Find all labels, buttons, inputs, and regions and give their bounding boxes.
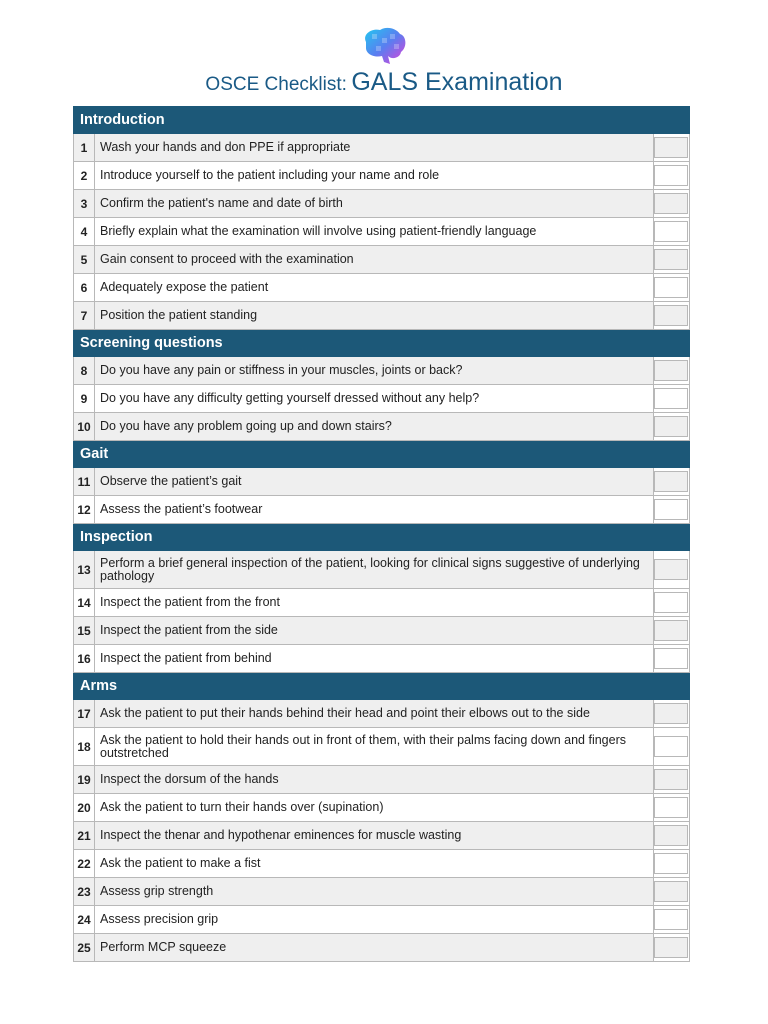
checkbox[interactable] (654, 620, 688, 641)
checkbox-cell[interactable] (653, 617, 689, 645)
item-number: 19 (74, 766, 95, 794)
checklist-row (74, 700, 690, 728)
section-title: Inspection (74, 524, 690, 551)
section-header (74, 441, 690, 468)
checkbox[interactable] (654, 165, 688, 186)
item-text: Inspect the dorsum of the hands (95, 766, 654, 794)
checkbox[interactable] (654, 736, 688, 757)
item-text: Do you have any pain or stiffness in your muscles, joints or back? (95, 357, 654, 385)
checklist-row (74, 850, 690, 878)
checkbox-cell[interactable] (653, 822, 689, 850)
item-number: 23 (74, 878, 95, 906)
checklist-row (74, 413, 690, 441)
checklist-row (74, 934, 690, 962)
item-number: 17 (74, 700, 95, 728)
item-text: Wash your hands and don PPE if appropriate (95, 134, 654, 162)
checklist-row (74, 728, 690, 766)
checkbox-cell[interactable] (653, 645, 689, 673)
item-number: 24 (74, 906, 95, 934)
item-text: Assess precision grip (95, 906, 654, 934)
item-number: 5 (74, 246, 95, 274)
checkbox[interactable] (654, 471, 688, 492)
checkbox-cell[interactable] (653, 218, 689, 246)
checkbox-cell[interactable] (653, 274, 689, 302)
checkbox-cell[interactable] (653, 302, 689, 330)
checklist-row (74, 274, 690, 302)
checkbox[interactable] (654, 648, 688, 669)
checklist-row (74, 906, 690, 934)
checklist-table (73, 106, 690, 962)
item-text: Introduce yourself to the patient including your name and role (95, 162, 654, 190)
checkbox[interactable] (654, 825, 688, 846)
checklist-row (74, 551, 690, 589)
checklist-row (74, 385, 690, 413)
item-number: 11 (74, 468, 95, 496)
item-number: 12 (74, 496, 95, 524)
checklist-row (74, 302, 690, 330)
checkbox[interactable] (654, 797, 688, 818)
section-header (74, 107, 690, 134)
section-header (74, 330, 690, 357)
checklist-row (74, 878, 690, 906)
item-text: Adequately expose the patient (95, 274, 654, 302)
section-header (74, 524, 690, 551)
checklist-row (74, 617, 690, 645)
checklist-row (74, 645, 690, 673)
item-number: 15 (74, 617, 95, 645)
checkbox[interactable] (654, 592, 688, 613)
checkbox[interactable] (654, 277, 688, 298)
item-number: 9 (74, 385, 95, 413)
item-number: 14 (74, 589, 95, 617)
item-text: Ask the patient to hold their hands out in front of them, with their palms facing down and fingers outstretched (95, 728, 654, 766)
checklist-row (74, 766, 690, 794)
checkbox-cell[interactable] (653, 906, 689, 934)
section-title: Screening questions (74, 330, 690, 357)
item-number: 16 (74, 645, 95, 673)
item-text: Gain consent to proceed with the examination (95, 246, 654, 274)
section-title: Gait (74, 441, 690, 468)
checklist-row (74, 134, 690, 162)
item-number: 25 (74, 934, 95, 962)
item-number: 22 (74, 850, 95, 878)
checkbox-cell[interactable] (653, 413, 689, 441)
item-number: 1 (74, 134, 95, 162)
checkbox[interactable] (654, 909, 688, 930)
checklist-row (74, 794, 690, 822)
item-text: Perform MCP squeeze (95, 934, 654, 962)
brain-logo-icon (360, 26, 408, 66)
checkbox-cell[interactable] (653, 496, 689, 524)
item-number: 7 (74, 302, 95, 330)
checkbox-cell[interactable] (653, 878, 689, 906)
checkbox[interactable] (654, 360, 688, 381)
checkbox[interactable] (654, 249, 688, 270)
checklist-row (74, 496, 690, 524)
checkbox-cell[interactable] (653, 468, 689, 496)
item-text: Inspect the patient from the side (95, 617, 654, 645)
section-title: Introduction (74, 107, 690, 134)
item-text: Inspect the patient from behind (95, 645, 654, 673)
item-number: 6 (74, 274, 95, 302)
checkbox[interactable] (654, 416, 688, 437)
item-number: 4 (74, 218, 95, 246)
item-number: 3 (74, 190, 95, 218)
item-number: 21 (74, 822, 95, 850)
item-text: Do you have any difficulty getting yourself dressed without any help? (95, 385, 654, 413)
checkbox-cell[interactable] (653, 934, 689, 962)
item-text: Assess the patient’s footwear (95, 496, 654, 524)
item-number: 20 (74, 794, 95, 822)
item-number: 8 (74, 357, 95, 385)
checkbox-cell[interactable] (653, 190, 689, 218)
checkbox[interactable] (654, 559, 688, 580)
item-text: Ask the patient to make a fist (95, 850, 654, 878)
checkbox[interactable] (654, 305, 688, 326)
title-prefix: OSCE Checklist: (205, 74, 347, 95)
item-text: Ask the patient to turn their hands over (supination) (95, 794, 654, 822)
section-header (74, 673, 690, 700)
checklist-row (74, 190, 690, 218)
checkbox-cell[interactable] (653, 162, 689, 190)
checkbox-cell[interactable] (653, 589, 689, 617)
checkbox-cell[interactable] (653, 385, 689, 413)
item-text: Assess grip strength (95, 878, 654, 906)
checkbox[interactable] (654, 221, 688, 242)
item-text: Confirm the patient's name and date of birth (95, 190, 654, 218)
checkbox[interactable] (654, 769, 688, 790)
checkbox[interactable] (654, 137, 688, 158)
checkbox[interactable] (654, 499, 688, 520)
checkbox[interactable] (654, 193, 688, 214)
checkbox[interactable] (654, 937, 688, 958)
checkbox[interactable] (654, 881, 688, 902)
checkbox-cell[interactable] (653, 728, 689, 766)
checklist-row (74, 822, 690, 850)
checkbox[interactable] (654, 703, 688, 724)
checkbox-cell[interactable] (653, 766, 689, 794)
checklist-row (74, 162, 690, 190)
page-title (0, 68, 768, 97)
checkbox-cell[interactable] (653, 357, 689, 385)
title-main: GALS Examination (351, 68, 563, 96)
checkbox-cell[interactable] (653, 794, 689, 822)
item-number: 10 (74, 413, 95, 441)
checkbox-cell[interactable] (653, 700, 689, 728)
item-text: Perform a brief general inspection of the patient, looking for clinical signs suggestive of underlying pathology (95, 551, 654, 589)
checkbox-cell[interactable] (653, 551, 689, 589)
item-text: Do you have any problem going up and down stairs? (95, 413, 654, 441)
item-number: 2 (74, 162, 95, 190)
checkbox-cell[interactable] (653, 850, 689, 878)
item-number: 13 (74, 551, 95, 589)
item-text: Briefly explain what the examination will involve using patient-friendly language (95, 218, 654, 246)
item-text: Ask the patient to put their hands behind their head and point their elbows out to the side (95, 700, 654, 728)
section-title: Arms (74, 673, 690, 700)
checklist-row (74, 218, 690, 246)
checkbox-cell[interactable] (653, 134, 689, 162)
checklist-row (74, 246, 690, 274)
item-text: Inspect the thenar and hypothenar eminences for muscle wasting (95, 822, 654, 850)
item-number: 18 (74, 728, 95, 766)
checkbox-cell[interactable] (653, 246, 689, 274)
checklist-row (74, 468, 690, 496)
item-text: Observe the patient’s gait (95, 468, 654, 496)
item-text: Inspect the patient from the front (95, 589, 654, 617)
item-text: Position the patient standing (95, 302, 654, 330)
checkbox[interactable] (654, 388, 688, 409)
checklist-row (74, 357, 690, 385)
checklist-row (74, 589, 690, 617)
checkbox[interactable] (654, 853, 688, 874)
